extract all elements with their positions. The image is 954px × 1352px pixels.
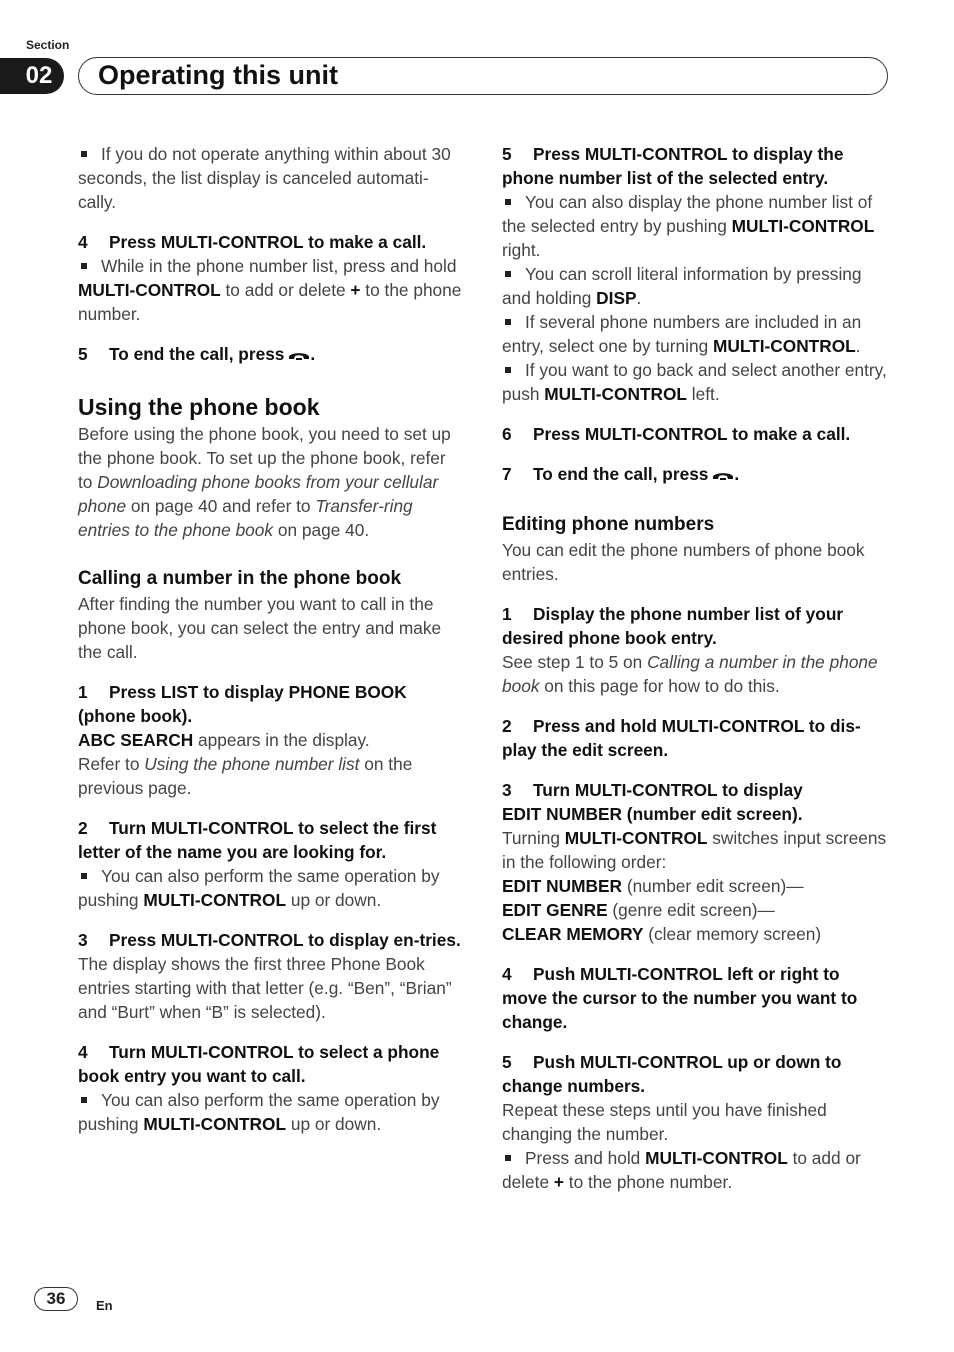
- bullet-item: If you do not operate anything within about 30 seconds, the list display is canceled automati- cally.: [78, 144, 451, 212]
- step-heading: 4 Press MULTI-CONTROL to make a call.: [78, 232, 427, 252]
- bullet-square-icon: [81, 151, 87, 157]
- paragraph: Before using the phone book, you need to set up the phone book. To set up the phone book, refer to Downloading phone books from your cellular phone on page 40 and refer to Transfer-ring entries to the phone book on page 40.: [78, 424, 451, 540]
- bullet-item: You can also display the phone number list of the selected entry by pushing MULTI-CONTROL right.: [502, 192, 875, 260]
- step-heading: 5 Press MULTI-CONTROL to display the phone number list of the selected entry.: [502, 144, 844, 188]
- step-heading: 2 Turn MULTI-CONTROL to select the first letter of the name you are looking for.: [78, 818, 437, 862]
- paragraph: See step 1 to 5 on Calling a number in the phone book on this page for how to do this.: [502, 652, 878, 696]
- bullet-item: If you want to go back and select another entry, push MULTI-CONTROL left.: [502, 360, 887, 404]
- paragraph: Turning MULTI-CONTROL switches input screens in the following order: EDIT NUMBER (number edit screen)— EDIT GENRE (genre edit screen)— CLEAR MEMORY (clear memory screen): [502, 828, 887, 944]
- bullet-item: Press and hold MULTI-CONTROL to add or delete + to the phone number.: [502, 1148, 861, 1192]
- paragraph: You can edit the phone numbers of phone book entries.: [502, 540, 865, 584]
- step-heading: 1 Press LIST to display PHONE BOOK (phone book).: [78, 682, 407, 726]
- step-heading: 3 Press MULTI-CONTROL to display en-tries.: [78, 930, 461, 950]
- paragraph: The display shows the first three Phone Book entries starting with that letter (e.g. “Ben”, “Brian” and “Burt” when “B” is selected).: [78, 954, 452, 1022]
- subsection-heading: Calling a number in the phone book: [78, 568, 402, 589]
- bullet-square-icon: [505, 319, 511, 325]
- bullet-square-icon: [81, 873, 87, 879]
- right-column: [502, 142, 887, 1194]
- paragraph: After finding the number you want to call in the phone book, you can select the entry and make the call.: [78, 594, 442, 662]
- bullet-item: You can also perform the same operation by pushing MULTI-CONTROL up or down.: [78, 866, 440, 910]
- paragraph: Repeat these steps until you have finished changing the number.: [502, 1100, 827, 1144]
- bullet-square-icon: [505, 367, 511, 373]
- bullet-item: You can scroll literal information by pressing and holding DISP.: [502, 264, 862, 308]
- step-heading: 6 Press MULTI-CONTROL to make a call.: [502, 424, 851, 444]
- page-number: 36: [34, 1287, 78, 1311]
- step-heading: 3 Turn MULTI-CONTROL to display EDIT NUMBER (number edit screen).: [502, 780, 803, 824]
- bullet-square-icon: [81, 1097, 87, 1103]
- bullet-item: You can also perform the same operation by pushing MULTI-CONTROL up or down.: [78, 1090, 440, 1134]
- bullet-item: If several phone numbers are included in an entry, select one by turning MULTI-CONTROL.: [502, 312, 862, 356]
- language-label: En: [96, 1298, 113, 1313]
- page-title: Operating this unit: [78, 57, 888, 95]
- section-heading: Using the phone book: [78, 394, 320, 420]
- bullet-item: While in the phone number list, press and hold MULTI-CONTROL to add or delete + to the phone number.: [78, 256, 462, 324]
- subsection-heading: Editing phone numbers: [502, 514, 715, 535]
- step-heading: 4 Turn MULTI-CONTROL to select a phone book entry you want to call.: [78, 1042, 440, 1086]
- section-number-badge: 02: [0, 58, 64, 94]
- left-column: [78, 142, 463, 1136]
- step-heading: 5 To end the call, press .: [78, 342, 463, 368]
- bullet-square-icon: [81, 263, 87, 269]
- bullet-square-icon: [505, 1155, 511, 1161]
- step-heading: 1 Display the phone number list of your desired phone book entry.: [502, 604, 844, 648]
- bullet-square-icon: [505, 271, 511, 277]
- step-heading: 2 Press and hold MULTI-CONTROL to dis-play the edit screen.: [502, 716, 861, 760]
- step-heading: 4 Push MULTI-CONTROL left or right to move the cursor to the number you want to change.: [502, 964, 858, 1032]
- step-heading: 5 Push MULTI-CONTROL up or down to change numbers.: [502, 1052, 842, 1096]
- section-label: Section: [26, 38, 70, 52]
- phone-handset-icon: [712, 464, 734, 488]
- paragraph: ABC SEARCH appears in the display. Refer to Using the phone number list on the previous page.: [78, 730, 413, 798]
- step-heading: 7 To end the call, press .: [502, 462, 887, 488]
- bullet-square-icon: [505, 199, 511, 205]
- phone-handset-icon: [288, 344, 310, 368]
